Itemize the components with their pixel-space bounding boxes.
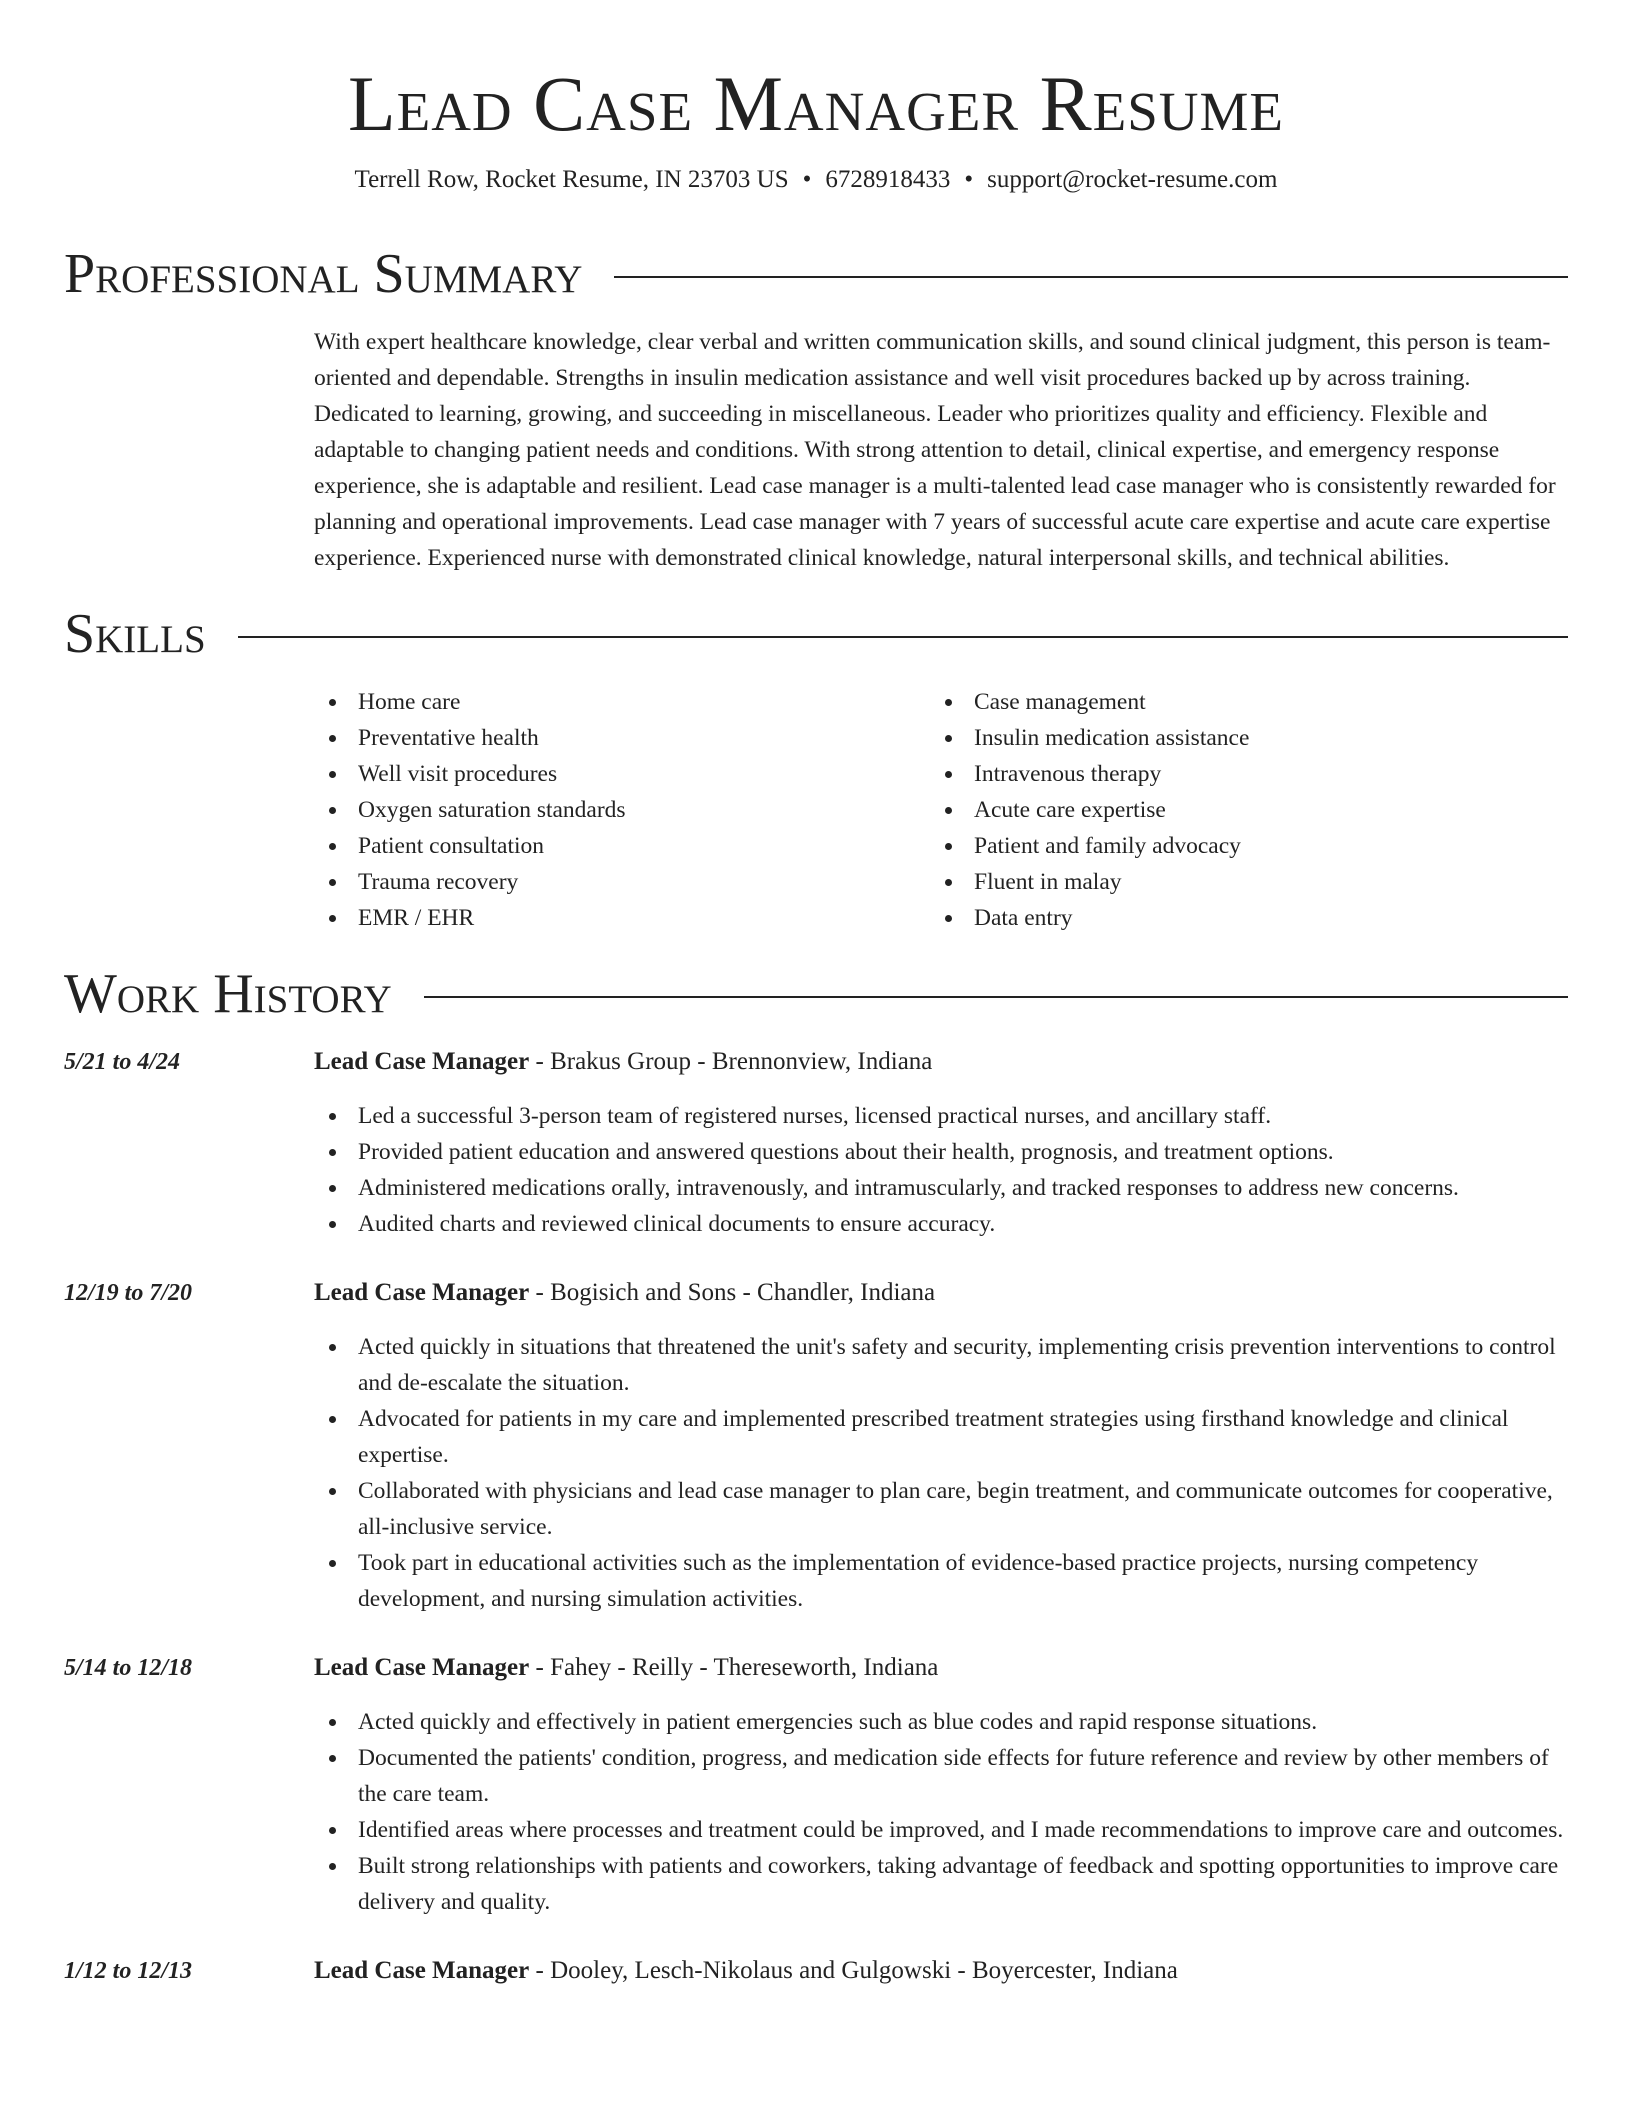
job-body xyxy=(314,1275,1568,1617)
contact-phone: 6728918433 xyxy=(825,166,951,193)
job-employer: - Dooley, Lesch-Nikolaus and Gulgowski - Boyercester, Indiana xyxy=(529,1957,1178,1984)
summary-heading: Professional Summary xyxy=(64,243,583,305)
job-heading xyxy=(314,1275,1568,1311)
section-divider xyxy=(238,636,1568,638)
skill-item: Acute care expertise xyxy=(930,792,1546,828)
skills-heading: Skills xyxy=(64,603,206,665)
job-heading xyxy=(314,1953,1568,1989)
job-bullet: Acted quickly and effectively in patient emergencies such as blue codes and rapid response situations. xyxy=(314,1704,1568,1740)
job-body xyxy=(314,1044,1568,1242)
job-employer: - Brakus Group - Brennonview, Indiana xyxy=(529,1048,933,1075)
work-heading: Work History xyxy=(64,963,392,1025)
contact-line xyxy=(64,164,1568,196)
skill-item: Patient consultation xyxy=(314,828,930,864)
skills-column-right xyxy=(930,684,1546,936)
job-body xyxy=(314,1650,1568,1920)
job-entry xyxy=(64,1650,1568,1920)
job-bullet: Collaborated with physicians and lead case manager to plan care, begin treatment, and communicate outcomes for cooperative, all-inclusive service. xyxy=(314,1473,1568,1545)
work-section-header xyxy=(64,962,1568,1026)
skill-item: Intravenous therapy xyxy=(930,756,1546,792)
job-bullet: Advocated for patients in my care and implemented prescribed treatment strategies using firsthand knowledge and clinical expertise. xyxy=(314,1401,1568,1473)
skill-item: Oxygen saturation standards xyxy=(314,792,930,828)
job-bullet: Audited charts and reviewed clinical documents to ensure accuracy. xyxy=(314,1206,1568,1242)
job-bullets xyxy=(314,1098,1568,1242)
skills-column-left xyxy=(314,684,930,936)
summary-section-header xyxy=(64,242,1568,306)
contact-address: Terrell Row, Rocket Resume, IN 23703 US xyxy=(354,166,789,193)
job-dates: 12/19 to 7/20 xyxy=(64,1280,193,1306)
job-bullets xyxy=(314,1329,1568,1617)
job-bullet: Took part in educational activities such as the implementation of evidence-based practice projects, nursing competency development, and nursing simulation activities. xyxy=(314,1545,1568,1617)
job-dates: 5/14 to 12/18 xyxy=(64,1655,193,1681)
skill-item: Patient and family advocacy xyxy=(930,828,1546,864)
skill-item: Fluent in malay xyxy=(930,864,1546,900)
job-entry xyxy=(64,1275,1568,1617)
job-bullet: Documented the patients' condition, progress, and medication side effects for future reference and review by other members of the care team. xyxy=(314,1740,1568,1812)
resume-title: Lead Case Manager Resume xyxy=(347,60,1285,147)
resume-page xyxy=(64,0,1568,1989)
summary-text: With expert healthcare knowledge, clear verbal and written communication skills, and sound clinical judgment, this person is team-oriented and dependable. Strengths in insulin medication assistance and well visit procedures backed up by across training. Dedicated to learning, growing, and succeeding in miscellaneous. Leader who prioritizes quality and efficiency. Flexible and adaptable to changing patient needs and conditions. With strong attention to detail, clinical expertise, and emergency response experience, she is adaptable and resilient. Lead case manager is a multi-talented lead case manager who is consistently rewarded for planning and operational improvements. Lead case manager with 7 years of successful acute care expertise and acute care expertise experience. Experienced nurse with demonstrated clinical knowledge, natural interpersonal skills, and technical abilities. xyxy=(314,329,1556,571)
job-bullet: Provided patient education and answered questions about their health, prognosis, and treatment options. xyxy=(314,1134,1568,1170)
job-body xyxy=(314,1953,1568,1989)
job-title: Lead Case Manager xyxy=(314,1048,530,1075)
skill-item: Insulin medication assistance xyxy=(930,720,1546,756)
job-heading xyxy=(314,1650,1568,1686)
section-divider xyxy=(424,996,1568,998)
job-employer: - Fahey - Reilly - Thereseworth, Indiana xyxy=(529,1654,939,1681)
job-entry xyxy=(64,1044,1568,1242)
section-divider xyxy=(614,276,1568,278)
job-dates: 5/21 to 4/24 xyxy=(64,1049,181,1075)
skill-item: Well visit procedures xyxy=(314,756,930,792)
job-dates: 1/12 to 12/13 xyxy=(64,1958,193,1984)
contact-separator: • xyxy=(802,166,812,193)
contact-email: support@rocket-resume.com xyxy=(987,166,1278,193)
job-bullets xyxy=(314,1704,1568,1920)
job-bullet: Led a successful 3-person team of registered nurses, licensed practical nurses, and ancillary staff. xyxy=(314,1098,1568,1134)
skill-item: Trauma recovery xyxy=(314,864,930,900)
skill-item: Case management xyxy=(930,684,1546,720)
job-bullet: Administered medications orally, intravenously, and intramuscularly, and tracked responses to address new concerns. xyxy=(314,1170,1568,1206)
skill-item: EMR / EHR xyxy=(314,900,930,936)
skill-item: Home care xyxy=(314,684,930,720)
skills-section-header xyxy=(64,602,1568,666)
skill-item: Data entry xyxy=(930,900,1546,936)
job-bullet: Built strong relationships with patients and coworkers, taking advantage of feedback and spotting opportunities to improve care delivery and quality. xyxy=(314,1848,1568,1920)
job-title: Lead Case Manager xyxy=(314,1279,530,1306)
job-entry xyxy=(64,1953,1568,1989)
skill-item: Preventative health xyxy=(314,720,930,756)
job-bullet: Acted quickly in situations that threatened the unit's safety and security, implementing crisis prevention interventions to control and de-escalate the situation. xyxy=(314,1329,1568,1401)
skills-list xyxy=(314,684,1568,936)
contact-separator: • xyxy=(964,166,974,193)
job-employer: - Bogisich and Sons - Chandler, Indiana xyxy=(529,1279,936,1306)
job-bullet: Identified areas where processes and treatment could be improved, and I made recommendations to improve care and outcomes. xyxy=(314,1812,1568,1848)
job-title: Lead Case Manager xyxy=(314,1654,530,1681)
job-title: Lead Case Manager xyxy=(314,1957,530,1984)
job-heading xyxy=(314,1044,1568,1080)
